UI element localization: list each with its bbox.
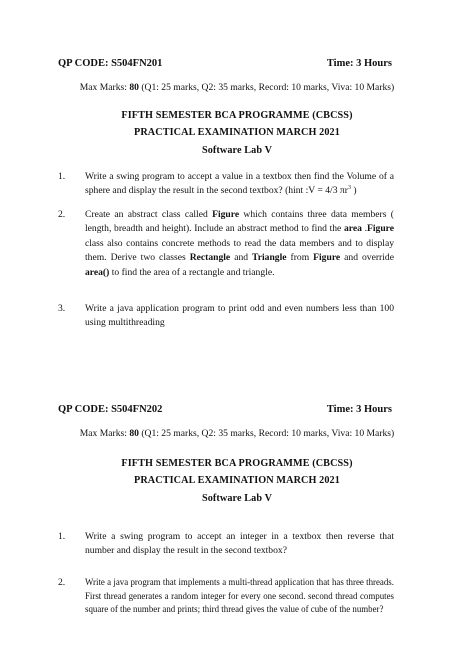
paper-2-question-1 [58, 530, 394, 559]
paper-1-header [58, 58, 392, 72]
paper-2-time: Time: 3 Hours [326, 404, 392, 415]
paper-2-exam: PRACTICAL EXAMINATION MARCH 2021 [134, 475, 340, 486]
paper-1-subject: Software Lab V [201, 145, 273, 156]
question-text: Write a java application program to print odd and even numbers less than 100 using multithreading [85, 303, 394, 329]
paper-1-max-marks: Max Marks: 80 (Q1: 25 marks, Q2: 35 marks, Record: 10 marks, Viva: 10 Marks) [79, 82, 395, 93]
question-text: Write a java program that implements a multi-thread application that has three threads. First thread generates a random integer for every one second. second thread computes square of the number and prints; third thread gives the value of cube of the number? [85, 577, 394, 614]
question-number: 1. [58, 531, 66, 542]
paper-1-exam: PRACTICAL EXAMINATION MARCH 2021 [134, 127, 340, 138]
question-number: 3. [58, 303, 66, 314]
question-text: Write a swing program to accept a value in a textbox then find the Volume of a sphere and display the result in the second textbox? (hint :V = 4/3 $\pi r^3$ ) [85, 171, 394, 197]
question-number: 2. [58, 209, 66, 220]
paper-2-programme: FIFTH SEMESTER BCA PROGRAMME (CBCSS) [121, 458, 353, 469]
paper-2-qp-code: QP CODE: S504FN202 [58, 404, 163, 415]
question-text: Write a swing program to accept an integer in a textbox then reverse that number and display the result in the second textbox? [85, 531, 394, 557]
paper-2-header [58, 404, 392, 418]
paper-2-subject: Software Lab V [201, 493, 273, 504]
paper-2-max-marks: Max Marks: 80 (Q1: 25 marks, Q2: 35 marks, Record: 10 marks, Viva: 10 Marks) [79, 428, 395, 439]
paper-2-question-2 [58, 576, 394, 617]
paper-1-question-2 [58, 208, 394, 280]
paper-1-question-1 [58, 170, 394, 199]
paper-1-time: Time: 3 Hours [326, 58, 392, 69]
question-number: 2. [58, 577, 66, 588]
question-text: Create an abstract class called Figure which contains three data members ( length, breadth and height). Include an abstract method to find the area .Figure class also contains concrete methods to read the data members and to display them. Derive two classes Rectangle and Triangle from Figure and override area() to find the area of a rectangle and triangle. [85, 209, 395, 278]
paper-1-question-3 [58, 302, 394, 331]
paper-1-qp-code: QP CODE: S504FN201 [58, 58, 163, 69]
paper-1-programme: FIFTH SEMESTER BCA PROGRAMME (CBCSS) [121, 110, 353, 121]
question-number: 1. [58, 171, 66, 182]
